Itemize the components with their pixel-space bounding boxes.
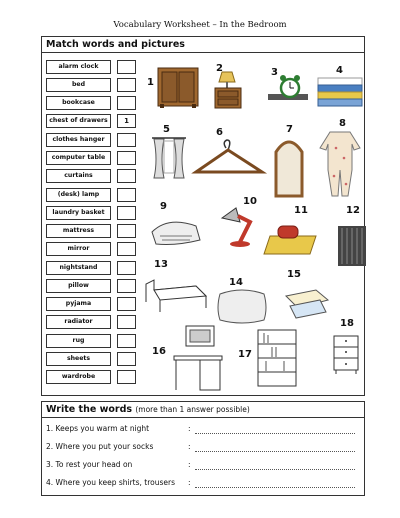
question-label: 3. To rest your head on xyxy=(46,460,133,469)
word-label: bookcase xyxy=(46,96,111,110)
question-colon: : xyxy=(188,478,191,487)
picture-number: 3 xyxy=(271,67,278,78)
question-label: 4. Where you keep shirts, trousers xyxy=(46,478,176,487)
picture-number: 12 xyxy=(346,205,360,216)
word-label: pillow xyxy=(46,279,111,293)
question-colon: : xyxy=(188,424,191,433)
picture-number: 11 xyxy=(294,205,308,216)
word-label: sheets xyxy=(46,352,111,366)
picture-number: 13 xyxy=(154,259,168,270)
picture-number: 16 xyxy=(152,346,166,357)
question-colon: : xyxy=(188,442,191,451)
answer-box[interactable]: 1 xyxy=(117,114,136,128)
clothes-hanger-picture xyxy=(196,140,262,172)
curtains-picture xyxy=(152,138,186,178)
picture-number: 7 xyxy=(286,124,293,135)
picture-number: 1 xyxy=(147,77,154,88)
word-label: pyjama xyxy=(46,297,111,311)
picture-number: 6 xyxy=(216,127,223,138)
write-heading xyxy=(42,402,364,418)
picture-number: 15 xyxy=(287,269,301,280)
word-label: mirror xyxy=(46,242,111,256)
chest-of-drawers-picture xyxy=(158,68,198,108)
pyjama-picture xyxy=(320,132,360,196)
word-label: computer table xyxy=(46,151,111,165)
word-label: nightstand xyxy=(46,261,111,275)
picture-number: 5 xyxy=(163,124,170,135)
picture-number: 2 xyxy=(216,63,223,74)
word-label: chest of drawers xyxy=(46,114,111,128)
question-colon: : xyxy=(188,460,191,469)
bed-picture xyxy=(146,280,206,312)
nightstand-picture xyxy=(215,72,241,108)
word-label: bed xyxy=(46,78,111,92)
question-label: 1. Keeps you warm at night xyxy=(46,424,150,433)
answer-line[interactable] xyxy=(195,486,355,488)
word-label: mattress xyxy=(46,224,111,238)
question-label: 2. Where you put your socks xyxy=(46,442,154,451)
worksheet-title: Vocabulary Worksheet – In the Bedroom xyxy=(113,20,287,30)
word-label: curtains xyxy=(46,169,111,183)
word-label: alarm clock xyxy=(46,60,111,74)
picture-number: 8 xyxy=(339,118,346,129)
picture-number: 17 xyxy=(238,349,252,360)
word-label: radiator xyxy=(46,315,111,329)
wardrobe-picture xyxy=(334,336,358,374)
mirror-picture xyxy=(276,142,302,196)
picture-number: 18 xyxy=(340,318,354,329)
answer-line[interactable] xyxy=(195,450,355,452)
laundry-basket-picture xyxy=(152,222,200,244)
picture-number: 10 xyxy=(243,196,257,207)
word-label: laundry basket xyxy=(46,206,111,220)
word-label: clothes hanger xyxy=(46,133,111,147)
sheets-picture xyxy=(318,78,362,106)
word-label: rug xyxy=(46,334,111,348)
radiator-picture xyxy=(338,226,366,266)
word-label: (desk) lamp xyxy=(46,188,111,202)
alarm-clock-picture xyxy=(268,75,308,100)
word-label: wardrobe xyxy=(46,370,111,384)
desk-lamp-picture xyxy=(222,208,250,247)
write-heading-note: (more than 1 answer possible) xyxy=(135,405,250,414)
match-heading: Match words and pictures xyxy=(42,37,364,53)
picture-number: 9 xyxy=(160,201,167,212)
computer-table-picture xyxy=(174,326,222,390)
picture-number: 14 xyxy=(229,277,243,288)
bookcase-picture xyxy=(258,330,296,386)
mattress-picture xyxy=(286,290,328,318)
write-heading-title: Write the words xyxy=(46,404,133,415)
answer-line[interactable] xyxy=(195,468,355,470)
answer-line[interactable] xyxy=(195,432,355,434)
rug-picture xyxy=(264,226,316,254)
picture-number: 4 xyxy=(336,65,343,76)
pillow-picture xyxy=(218,290,266,323)
